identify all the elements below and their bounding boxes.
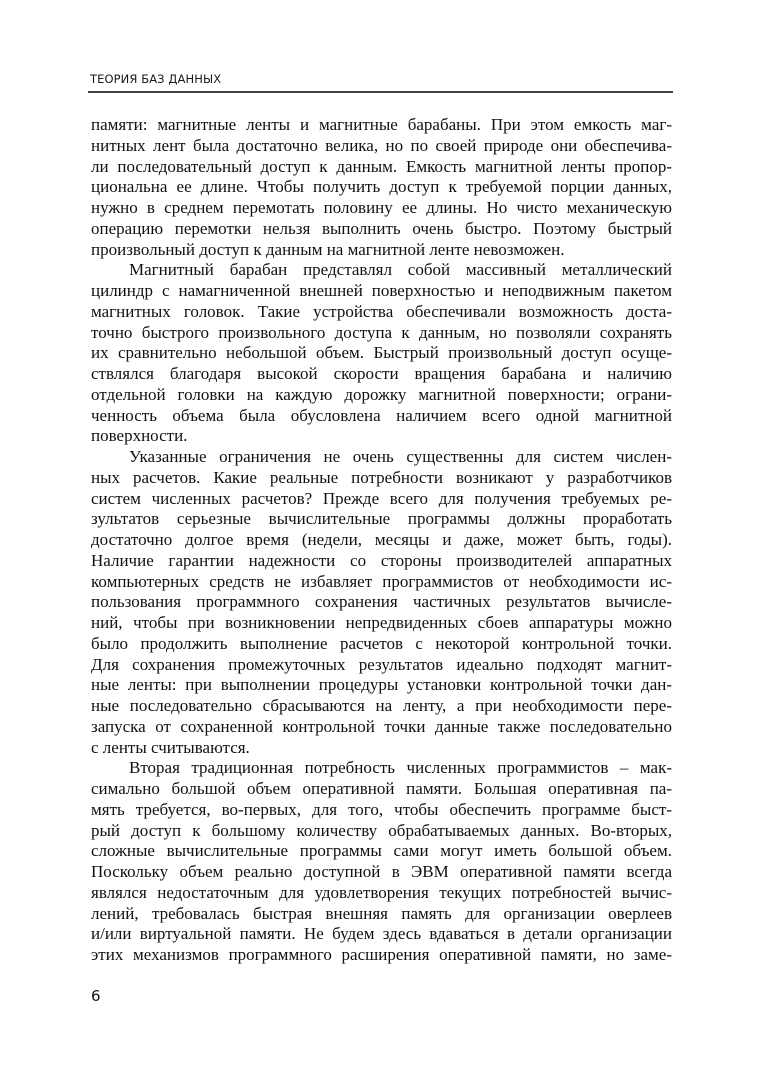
text-line: достаточно долгое время (недели, месяцы и даже, может быть, годы).: [91, 530, 672, 549]
text-line: точно быстрого произвольного доступа к данным, но позволяли сохранять: [91, 322, 672, 342]
text-line: произвольный доступ к данным на магнитной ленте невозможен.: [91, 239, 565, 259]
text-line: цилиндр с намагниченной внешней поверхностью и неподвижным пакетом: [91, 281, 672, 300]
text-line: ные ленты: при выполнении процедуры установки контрольной точки дан-: [91, 675, 672, 695]
header-rule: [88, 91, 673, 93]
text-line: магнитных головок. Такие устройства обеспечивали возможность доста-: [91, 301, 672, 321]
text-line: ли последовательный доступ к данным. Емкость магнитной ленты пропор-: [91, 156, 672, 176]
text-line: нужно в среднем перемотать половину ее длины. Но чисто механическую: [91, 198, 672, 217]
text-line: Поскольку объем реально доступной в ЭВМ оперативной памяти всегда: [91, 862, 672, 881]
text-line: отдельной головки на каждую дорожку магнитной поверхности; ограни-: [91, 384, 672, 404]
text-line: Наличие гарантии надежности со стороны производителей аппаратных: [91, 550, 672, 570]
text-line: ствлялся благодаря высокой скорости вращения барабана и наличию: [91, 364, 672, 383]
paragraph: [91, 758, 672, 966]
text-line: ных расчетов. Какие реальные потребности возникают у разработчиков: [91, 467, 672, 487]
page-number: 6: [91, 987, 101, 1005]
text-line: систем численных расчетов? Прежде всего для получения требуемых ре-: [91, 488, 672, 508]
text-line: и/или виртуальной памяти. Не будем здесь вдаваться в детали организации: [91, 924, 672, 944]
text-line: мять требуется, во-первых, для того, чтобы обеспечить программе быст-: [91, 799, 672, 819]
text-line: ний, чтобы при возникновении непредвиденных сбоев аппаратуры можно: [91, 613, 672, 632]
text-line: их сравнительно небольшой объем. Быстрый произвольный доступ осуще-: [91, 343, 672, 363]
paragraph: [91, 115, 672, 260]
text-line: рый доступ к большому количеству обрабатываемых данных. Во-вторых,: [91, 820, 672, 840]
text-line: зультатов серьезные вычислительные программы должны проработать: [91, 509, 672, 529]
paragraph: [91, 260, 672, 447]
text-line: нитных лент была достаточно велика, но по своей природе они обеспечива-: [91, 135, 672, 155]
text-line: операцию перемотки нельзя выполнить очень быстро. Поэтому быстрый: [91, 218, 672, 238]
text-line: Вторая традиционная потребность численных программистов – мак-: [129, 758, 672, 778]
text-line: этих механизмов программного расширения оперативной памяти, но заме-: [91, 945, 672, 964]
text-line: Магнитный барабан представлял собой массивный металлический: [129, 260, 672, 280]
text-line: ченность объема была обусловлена наличием всего одной магнитной: [91, 405, 672, 425]
text-line: было продолжить выполнение расчетов с некоторой контрольной точки.: [91, 633, 672, 653]
text-line: Для сохранения промежуточных результатов идеально подходят магнит-: [91, 654, 672, 674]
text-line: симально большой объем оперативной памяти. Большая оперативная па-: [91, 779, 672, 798]
body-text: [91, 115, 672, 966]
text-line: поверхности.: [91, 426, 188, 446]
text-line: памяти: магнитные ленты и магнитные барабаны. При этом емкость маг-: [91, 115, 672, 134]
text-line: Указанные ограничения не очень существенны для систем числен-: [129, 447, 672, 466]
running-head-title: ТЕОРИЯ БАЗ ДАННЫХ: [90, 72, 222, 86]
text-line: запуска от сохраненной контрольной точки данные также последовательно: [91, 716, 672, 736]
text-line: циональна ее длине. Чтобы получить доступ к требуемой порции данных,: [91, 177, 672, 197]
text-line: с ленты считываются.: [91, 737, 250, 757]
paragraph: [91, 447, 672, 758]
text-line: пользования программного сохранения частичных результатов вычисле-: [91, 592, 672, 612]
text-line: сложные вычислительные программы сами могут иметь большой объем.: [91, 841, 672, 861]
text-line: являлся недостаточным для удовлетворения текущих потребностей вычис-: [91, 882, 672, 902]
text-line: ные последовательно сбрасываются на ленту, а при необходимости пере-: [91, 696, 672, 715]
text-line: компьютерных средств не избавляет программистов от необходимости ис-: [91, 571, 672, 591]
text-line: лений, требовалась быстрая внешняя память для организации оверлеев: [91, 903, 672, 923]
